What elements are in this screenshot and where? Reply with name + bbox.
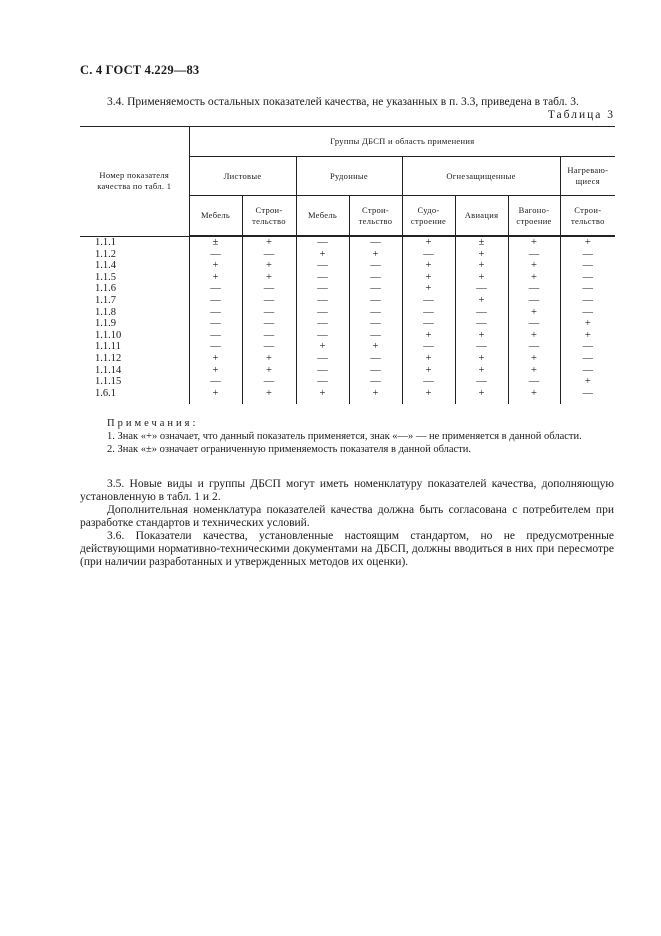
applicability-mark: + [508, 272, 560, 284]
applicability-mark: + [560, 236, 615, 249]
table-row [80, 365, 615, 377]
applicability-mark: — [189, 249, 242, 261]
applicability-mark: — [349, 307, 402, 319]
applicability-mark: + [189, 353, 242, 365]
applicability-mark: — [189, 283, 242, 295]
paragraph-additional: Дополнительная номенклатура показателей качества должна быть согласована с потребителем при разработке стандартов и технических условий. [80, 504, 614, 529]
table-row [80, 249, 615, 261]
group-header: Огнезащищенные [402, 157, 560, 196]
applicability-mark: — [560, 365, 615, 377]
applicability-mark: — [242, 330, 296, 342]
subcolumn-header: Мебель [189, 196, 242, 237]
applicability-mark: + [296, 388, 349, 405]
applicability-mark: — [508, 341, 560, 353]
applicability-mark: + [455, 249, 508, 261]
applicability-mark: — [560, 307, 615, 319]
row-number: 1.1.15 [95, 376, 122, 388]
applicability-mark: — [296, 318, 349, 330]
page-header: С. 4 ГОСТ 4.229—83 [80, 63, 200, 77]
applicability-mark: — [560, 353, 615, 365]
applicability-mark: — [242, 295, 296, 307]
applicability-mark: — [189, 295, 242, 307]
applicability-mark: + [402, 330, 455, 342]
row-number: 1.1.12 [95, 352, 122, 364]
row-number: 1.1.1 [95, 236, 116, 248]
applicability-mark: — [189, 307, 242, 319]
applicability-mark: + [189, 365, 242, 377]
applicability-mark: + [508, 330, 560, 342]
applicability-mark: + [189, 272, 242, 284]
applicability-mark: + [242, 353, 296, 365]
applicability-mark: — [508, 318, 560, 330]
table-row [80, 318, 615, 330]
applicability-mark: — [296, 236, 349, 249]
applicability-mark: — [560, 388, 615, 405]
applicability-mark: + [508, 353, 560, 365]
applicability-mark: + [402, 365, 455, 377]
applicability-table [80, 126, 615, 404]
applicability-mark: — [296, 307, 349, 319]
applicability-mark: — [508, 249, 560, 261]
subcolumn-header: Строи-тельство [349, 196, 402, 237]
applicability-mark: — [402, 341, 455, 353]
applicability-mark: + [508, 260, 560, 272]
applicability-mark: + [296, 249, 349, 261]
table-row [80, 341, 615, 353]
applicability-mark: — [349, 236, 402, 249]
applicability-mark: + [402, 260, 455, 272]
applicability-mark: — [455, 307, 508, 319]
note-item: 2. Знак «±» означает ограниченную применяемость показателя в данной области. [107, 444, 472, 455]
row-number: 1.1.11 [95, 341, 121, 353]
table-row [80, 236, 615, 249]
table-row [80, 376, 615, 388]
row-number: 1.1.6 [95, 283, 116, 295]
applicability-mark: + [455, 353, 508, 365]
applicability-mark: — [349, 260, 402, 272]
row-number: 1.6.1 [95, 387, 116, 399]
applicability-mark: — [189, 318, 242, 330]
applicability-mark: — [242, 283, 296, 295]
notes-title: Примечания: [107, 418, 199, 429]
paragraph-3-6: 3.6. Показатели качества, установленные настоящим стандартом, но не предусмотренные действующими нормативно-техническими документами на ДБСП, должны вводиться в них при пересмотре (при наличии разработанных и утвержденных методов их оценки). [80, 530, 614, 568]
applicability-mark: + [189, 260, 242, 272]
applicability-mark: — [242, 376, 296, 388]
applicability-mark: — [242, 249, 296, 261]
group-header: Рудонные [296, 157, 402, 196]
applicability-mark: + [508, 365, 560, 377]
applicability-mark: — [296, 260, 349, 272]
applicability-mark: — [349, 330, 402, 342]
applicability-mark: + [349, 249, 402, 261]
row-number: 1.1.5 [95, 271, 116, 283]
row-number: 1.1.8 [95, 306, 116, 318]
applicability-mark: — [296, 365, 349, 377]
applicability-mark: + [402, 272, 455, 284]
applicability-mark: + [455, 260, 508, 272]
applicability-mark: — [296, 353, 349, 365]
row-number: 1.1.10 [95, 329, 122, 341]
applicability-mark: — [455, 318, 508, 330]
table-row [80, 295, 615, 307]
applicability-mark: — [455, 341, 508, 353]
applicability-mark: ± [189, 236, 242, 249]
applicability-mark: + [349, 388, 402, 405]
group-header: Нагреваю-щиеся [560, 157, 615, 196]
applicability-mark: + [242, 388, 296, 405]
intro-text: 3.4. Применяемость остальных показателей качества, не указанных в п. 3.3, приведена в табл. 3. [107, 96, 579, 108]
row-number: 1.1.2 [95, 248, 116, 260]
row-number: 1.1.9 [95, 318, 116, 330]
row-header: Номер показателя качества по табл. 1 [80, 127, 189, 237]
body-paragraphs [80, 478, 614, 569]
applicability-mark: + [402, 236, 455, 249]
applicability-mark: — [402, 249, 455, 261]
applicability-mark: — [349, 283, 402, 295]
applicability-mark: + [455, 295, 508, 307]
note-item: 1. Знак «+» означает, что данный показатель применяется, знак «—» — не применяется в данной области. [107, 431, 582, 442]
row-number: 1.1.7 [95, 294, 116, 306]
table-row [80, 307, 615, 319]
applicability-mark: + [402, 353, 455, 365]
applicability-mark: + [508, 307, 560, 319]
applicability-mark: — [455, 376, 508, 388]
applicability-mark: — [242, 318, 296, 330]
applicability-mark: + [560, 330, 615, 342]
table-row [80, 388, 615, 405]
table-row [80, 272, 615, 284]
applicability-mark: — [508, 295, 560, 307]
groups-header: Группы ДБСП и область применения [189, 127, 615, 157]
applicability-mark: ± [455, 236, 508, 249]
applicability-mark: + [242, 365, 296, 377]
notes [107, 417, 582, 456]
applicability-mark: — [296, 295, 349, 307]
row-number: 1.1.14 [95, 364, 122, 376]
applicability-mark: — [455, 283, 508, 295]
applicability-mark: — [189, 376, 242, 388]
applicability-mark: — [242, 341, 296, 353]
applicability-mark: — [560, 272, 615, 284]
applicability-mark: — [560, 295, 615, 307]
applicability-mark: + [455, 388, 508, 405]
applicability-mark: + [242, 260, 296, 272]
applicability-mark: — [402, 295, 455, 307]
subcolumn-header: Строи-тельство [560, 196, 615, 237]
subcolumn-header: Авиация [455, 196, 508, 237]
subcolumn-header: Строи-тельство [242, 196, 296, 237]
paragraph-3-5: 3.5. Новые виды и группы ДБСП могут иметь номенклатуру показателей качества, дополняющую установленную в табл. 1 и 2. [80, 478, 614, 503]
table-row [80, 330, 615, 342]
applicability-mark: — [296, 330, 349, 342]
applicability-mark: + [402, 283, 455, 295]
applicability-mark: + [560, 318, 615, 330]
table-row [80, 283, 615, 295]
applicability-mark: — [349, 272, 402, 284]
applicability-mark: — [560, 249, 615, 261]
row-number: 1.1.4 [95, 260, 116, 272]
applicability-mark: — [402, 376, 455, 388]
applicability-mark: — [296, 376, 349, 388]
applicability-mark: + [455, 330, 508, 342]
applicability-mark: — [189, 341, 242, 353]
group-header: Листовые [189, 157, 296, 196]
applicability-mark: + [560, 376, 615, 388]
applicability-mark: — [560, 260, 615, 272]
applicability-mark: — [402, 307, 455, 319]
applicability-mark: + [508, 236, 560, 249]
applicability-mark: — [402, 318, 455, 330]
applicability-mark: — [189, 330, 242, 342]
applicability-mark: — [560, 283, 615, 295]
applicability-mark: + [242, 272, 296, 284]
applicability-mark: + [189, 388, 242, 405]
applicability-mark: — [349, 353, 402, 365]
subcolumn-header: Мебель [296, 196, 349, 237]
applicability-mark: + [349, 341, 402, 353]
applicability-mark: + [455, 365, 508, 377]
applicability-mark: + [296, 341, 349, 353]
applicability-mark: + [508, 388, 560, 405]
applicability-mark: — [508, 376, 560, 388]
applicability-mark: — [349, 318, 402, 330]
table-row [80, 353, 615, 365]
applicability-mark: — [349, 365, 402, 377]
subcolumn-header: Вагоно-строение [508, 196, 560, 237]
applicability-mark: + [455, 272, 508, 284]
table-row [80, 260, 615, 272]
applicability-mark: + [402, 388, 455, 405]
subcolumn-header: Судо-строение [402, 196, 455, 237]
applicability-mark: — [508, 283, 560, 295]
applicability-mark: — [560, 341, 615, 353]
applicability-mark: — [349, 295, 402, 307]
applicability-mark: — [296, 283, 349, 295]
applicability-mark: — [296, 272, 349, 284]
applicability-mark: — [242, 307, 296, 319]
applicability-mark: + [242, 236, 296, 249]
applicability-mark: — [349, 376, 402, 388]
table-caption: Таблица 3 [547, 109, 615, 121]
